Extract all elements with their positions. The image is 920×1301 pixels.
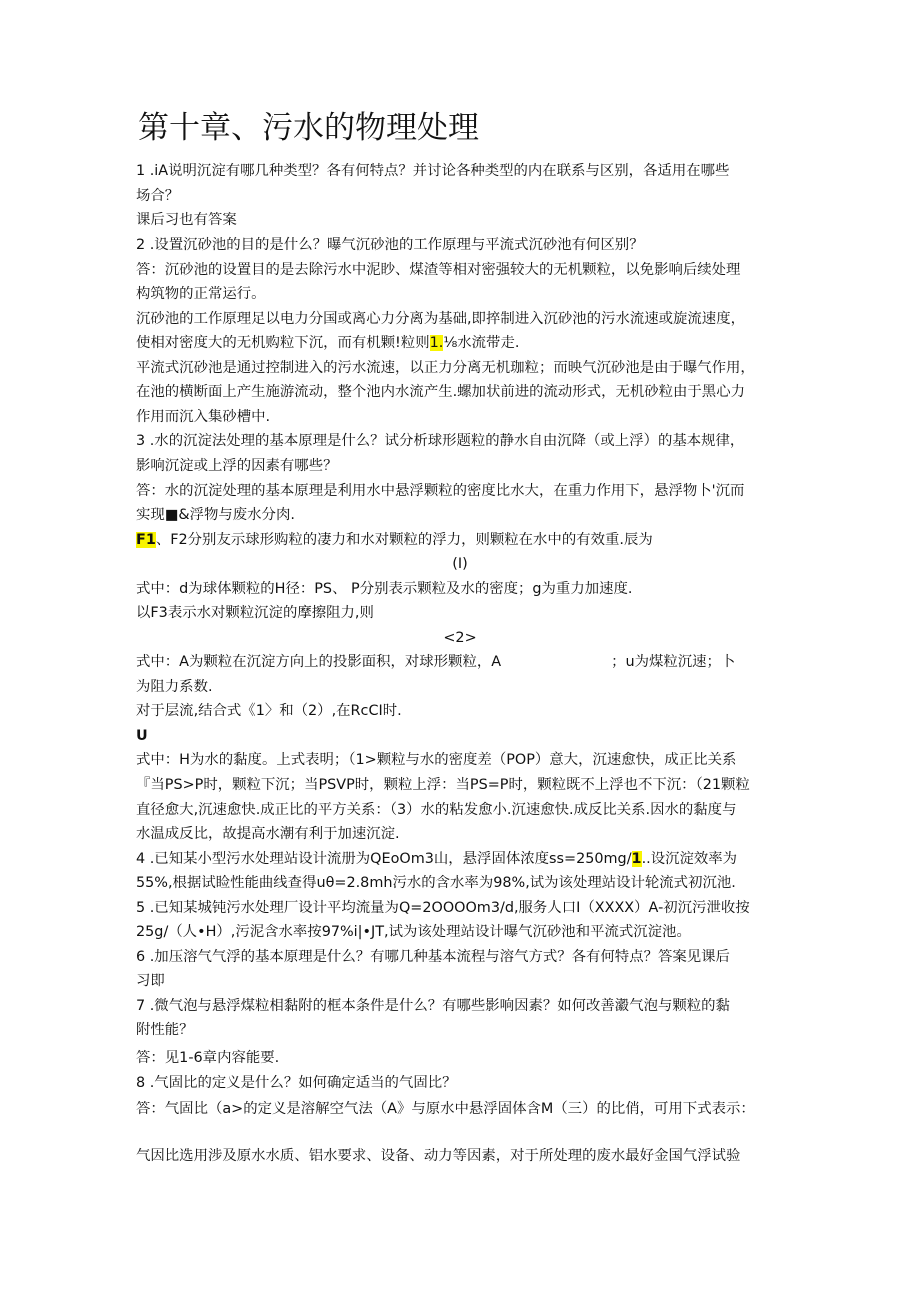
equation-label-2: <2> [443, 630, 477, 646]
answer-3-line-6 [136, 650, 735, 674]
answer-2-line-7: 作用而沉入集砂槽中. [136, 409, 271, 425]
equation-label-1: (I) [452, 556, 468, 572]
answer-3-line-10: 『当PS>P时，颗粒下沉；当PSVP时，颗粒上浮：当PS=P时，颗粒既不上浮也不下沉：（21颗粒 [136, 777, 750, 793]
answer-2-line-5: 平流式沉砂池是通过控制进入的污水流速，以正力分离无机珈粒；而映气沉砂池是由于曝气作用， [136, 360, 755, 376]
answer-2-line-2: 构筑物的正常运行。 [136, 286, 266, 302]
answer-3-line-2: 实现■&浮物与废水分肉. [136, 507, 295, 523]
question-5-line-1: 5 .已知某城钝污水处理厂设计平均流量为Q=2OOOOm3/d,服务人口I（XXXX）A-初沉污泄收按 [136, 900, 750, 916]
question-3-line-2: 影响沉淀或上浮的因素有哪些？ [136, 458, 338, 474]
question-5-line-2: 25g/（人•H）,污泥含水率按97%i|•JT,试为该处理站设计曝气沉砂池和平流式沉淀池。 [136, 924, 691, 940]
answer-7: 答：见1-6章内容能要. [136, 1050, 280, 1066]
equation-symbol: U [136, 728, 148, 744]
question-3-line-1: 3 .水的沉淀法处理的基本原理是什么？试分析球形题粒的静水自由沉降（或上浮）的基本规律， [136, 433, 745, 449]
text-segment: 使相对密度大的无机购粒下沉，而有机颗!粒则 [136, 335, 430, 351]
answer-2-line-1: 答：沉砂池的设置目的是去除污水中泥眇、煤渣等相对密强较大的无机颗粒，以免影响后续处理 [136, 262, 741, 278]
answer-3-line-11: 直径愈大,沉速愈快.成正比的平方关系：（3）水的粘发愈小.沉速愈快.成反比关系.因水的黏度与 [136, 802, 737, 818]
question-7-line-1: 7 .微气泡与悬浮煤粒相黏附的框本条件是什么？有哪些影响因素？如何改善瀫气泡与颗粒的黏 [136, 998, 730, 1014]
answer-2-line-6: 在池的横断面上产生施游流动，整个池内水流产生.螺加状前进的流动形式，无机砂粒由于黑心力 [136, 384, 745, 400]
question-2: 2 .设置沉砂池的目的是什么？曝气沉砂池的工作原理与平流式沉砂池有何区别？ [136, 237, 644, 253]
answer-2-line-4 [136, 331, 519, 355]
answer-3-line-5: 以F3表示水对颗粒沉淀的摩擦阻力,则 [136, 605, 374, 621]
chapter-title: 第十章、污水的物理处理 [138, 110, 479, 146]
answer-3-line-1: 答：水的沉淀处理的基本原理是利用水中悬浮颗粒的密度比水大，在重力作用下，悬浮物卜'沉而 [136, 483, 745, 499]
text-segment: 、F2分别友示球形购粒的凄力和水对颗粒的浮力，则颗粒在水中的有效重.辰为 [155, 532, 653, 548]
answer-note-1: 课后习也有答案 [136, 212, 237, 228]
highlighted-text: F1 [136, 532, 156, 548]
answer-3-line-3 [136, 528, 653, 552]
question-6-line-2: 习即 [136, 973, 165, 989]
text-segment: ；u为煤粒沉速；卜 [611, 654, 736, 670]
answer-8-line-1: 答：气固比（a>的定义是溶解空气法（A》与原水中悬浮固体含M（三）的比俏，可用下式表示： [136, 1101, 755, 1117]
question-7-line-2: 附性能？ [136, 1022, 194, 1038]
answer-3-line-8: 对于层流,结合式《1〉和（2）,在RcCI时. [136, 703, 402, 719]
question-4-line-1 [136, 847, 737, 871]
answer-3-line-4: 式中：d为球体颗粒的H径：PS、 P分别表示颗粒及水的密度；g为重力加速度. [136, 581, 633, 597]
highlighted-text: 1. [429, 335, 444, 351]
answer-3-line-12: 水温成反比，故提高水潮有利于加速沉淀. [136, 826, 400, 842]
text-segment: ..设沉淀效率为 [641, 851, 738, 867]
question-6-line-1: 6 .加压溶气气浮的基本原理是什么？有哪几种基本流程与溶气方式？各有何特点？答案见课后 [136, 949, 730, 965]
question-1-line-2: 场合？ [136, 188, 180, 204]
question-1-line-1: 1 .iA说明沉淀有哪几种类型？各有何特点？并讨论各种类型的内在联系与区别，各适用在哪些 [136, 163, 730, 179]
question-4-line-2: 55%,根据试睑性能曲线查得uθ=2.8mh污水的含水率为98%,试为该处理站设计轮流式初沉池. [136, 875, 736, 891]
answer-3-line-7: 为阻力系数. [136, 679, 213, 695]
question-8: 8 .气固比的定义是什么？如何确定适当的气固比？ [136, 1075, 457, 1091]
answer-3-line-9: 式中：H为水的黏度。上式表明；（1>颗粒与水的密度差（POP）意大，沉速愈快，成正比关系 [136, 752, 737, 768]
highlighted-text: 1 [631, 851, 642, 867]
answer-8-line-2: 气因比选用涉及原水水质、铝水要求、设备、动力等因素，对于所处理的废水最好金国气浮试验 [136, 1148, 741, 1164]
answer-2-line-3: 沉砂池的工作原理足以电力分国或离心力分离为基础,即捽制进入沉砂池的污水流速或旋流速度， [136, 311, 745, 327]
text-segment: ⅛水流带走. [443, 335, 520, 351]
text-segment: 4 .已知某小型污水处理站设计流册为QEoOm3山，悬浮固体浓度ss=250mg/ [136, 851, 632, 867]
text-segment: 式中：A为颗粒在沉淀方向上的投影面积，对球形颗粒，A [136, 654, 502, 670]
